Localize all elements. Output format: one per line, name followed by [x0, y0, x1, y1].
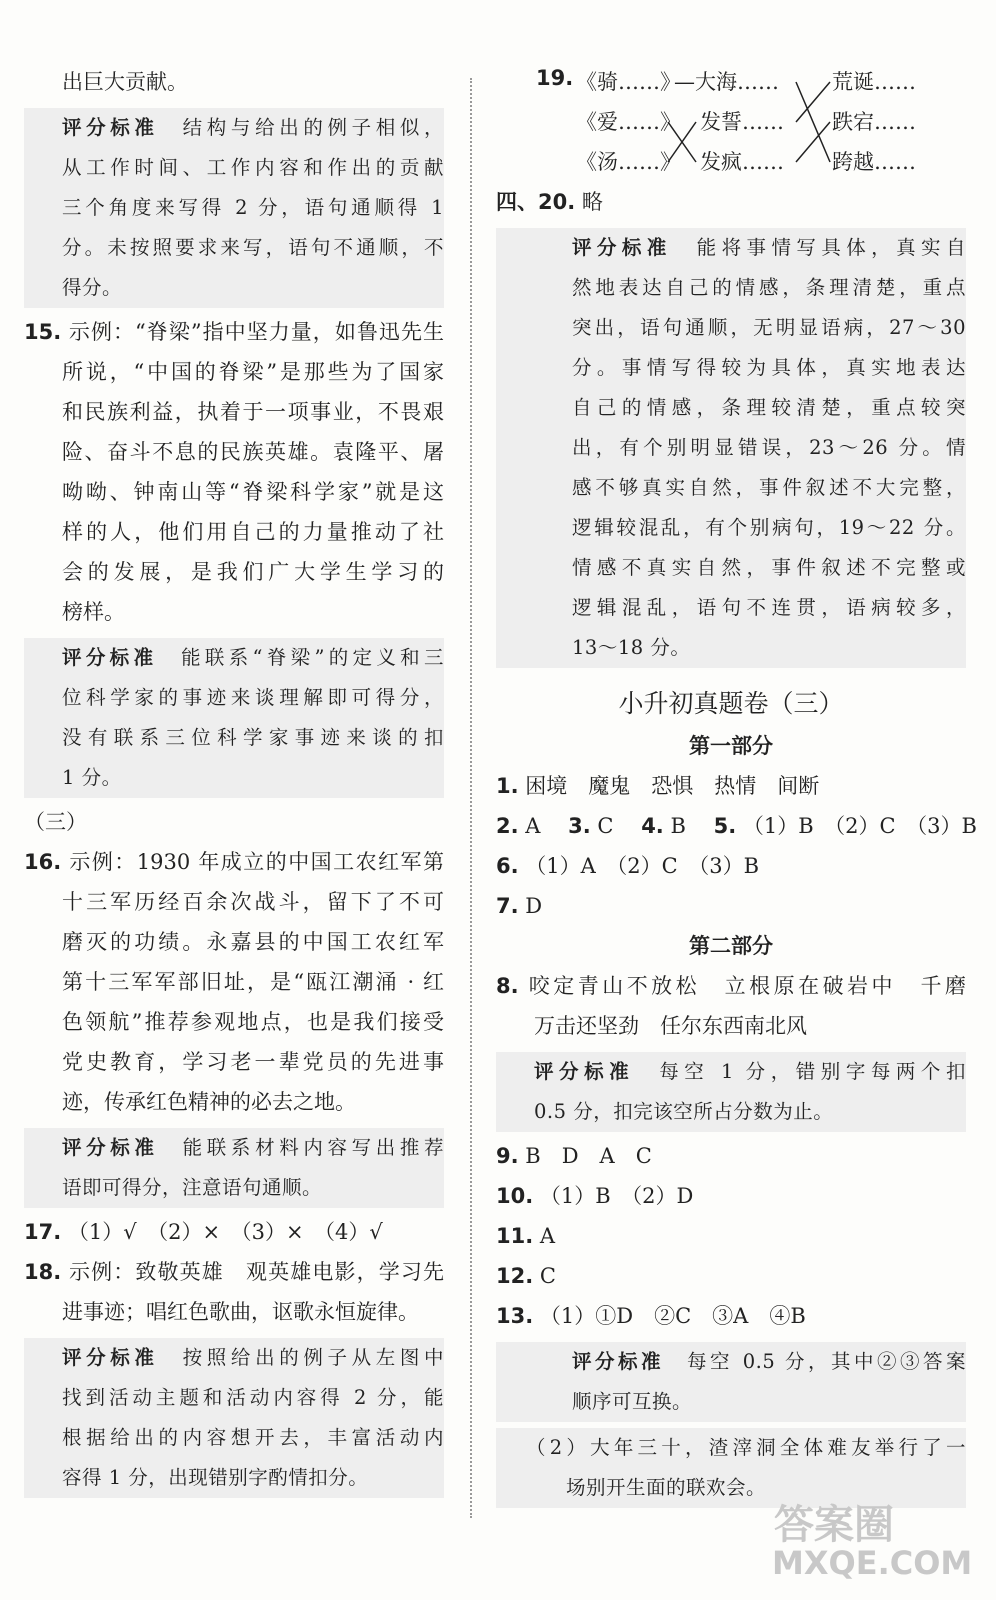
scoring-label: 评分标准 — [62, 116, 159, 139]
match-right-3: 跨越…… — [832, 150, 916, 174]
text-line: 榜样。 — [62, 600, 125, 624]
answer-1 — [496, 766, 966, 806]
scoring-box — [24, 108, 444, 308]
match-left-3: 《汤……》 — [576, 150, 681, 174]
text-line: 自己的情感，条理较清楚，重点较突 — [572, 396, 966, 419]
match-right-1: 荒诞…… — [832, 70, 916, 94]
answer-text: A — [539, 1224, 556, 1248]
scoring-box — [496, 1342, 966, 1422]
scoring-box — [24, 638, 444, 798]
match-mid-2: 发誓…… — [700, 110, 784, 134]
question-number: 四、20. — [496, 190, 576, 214]
watermark-logo — [764, 1490, 974, 1580]
text-line: 会的发展，是我们广大学生学习的 — [62, 560, 444, 584]
scoring-label: 评分标准 — [534, 1060, 635, 1083]
text-line: 逻辑混乱，语句不连贯，语病较多， — [572, 596, 966, 619]
answer-text: D — [525, 894, 543, 918]
match-mid-1: —大海…… — [674, 70, 779, 94]
column-divider — [470, 78, 472, 1518]
question-number: 12. — [496, 1264, 534, 1288]
text-line: 逻辑较混乱，有个别病句，19～22 分。 — [572, 516, 966, 539]
text-line: 找到活动主题和活动内容得 2 分，能 — [62, 1386, 444, 1409]
text-line: 按照给出的例子从左图中 — [182, 1346, 444, 1369]
scoring-box — [24, 1128, 444, 1208]
answer-11 — [496, 1216, 966, 1256]
text-line: 得分。 — [62, 276, 123, 299]
text-line: 位科学家的事迹来谈理解即可得分， — [62, 686, 444, 709]
question-20 — [496, 182, 966, 222]
text-line: 呦呦、钟南山等“脊梁科学家”就是这 — [62, 480, 444, 504]
match-right-2: 跌宕…… — [832, 110, 916, 134]
text-line: 根据给出的内容想开去，丰富活动内 — [62, 1426, 444, 1449]
question-number: 19. — [536, 66, 574, 90]
text-line: 语即可得分，注意语句通顺。 — [62, 1176, 323, 1199]
scoring-label: 评分标准 — [572, 1350, 665, 1373]
text-line: 情感不真实自然，事件叙述不完整或 — [572, 556, 966, 579]
question-number: 7. — [496, 894, 519, 918]
text-line: 每空 0.5 分，其中②③答案 — [687, 1350, 966, 1373]
question-number: 9. — [496, 1144, 519, 1168]
question-number: 10. — [496, 1184, 534, 1208]
watermark-brand: 答案圈 — [774, 1502, 894, 1548]
text-line: 进事迹；唱红色歌曲，讴歌永恒旋律。 — [62, 1300, 419, 1324]
question-number: 1. — [496, 774, 519, 798]
answer-text: （1）A （2）C （3）B — [525, 854, 760, 878]
question-17 — [24, 1212, 444, 1252]
text-line: 所说，“中国的脊梁”是那些为了国家 — [62, 360, 444, 384]
question-number: 15. — [24, 320, 62, 344]
text-line: 结构与给出的例子相似， — [182, 116, 444, 139]
text-line: 咬定青山不放松 立根原在破岩中 千磨 — [528, 974, 966, 998]
question-number: 6. — [496, 854, 519, 878]
answer-text: A — [525, 814, 541, 838]
answer-13 — [496, 1296, 966, 1336]
question-number: 17. — [24, 1220, 62, 1244]
answer-text: B D A C — [525, 1144, 652, 1168]
part-heading: （三） — [24, 810, 87, 834]
text-line: 出，有个别明显错误，23～26 分。情 — [572, 436, 966, 459]
text-line: 容得 1 分，出现错别字酌情扣分。 — [62, 1466, 369, 1489]
text-line: 13～18 分。 — [572, 636, 691, 659]
scoring-label: 评分标准 — [572, 236, 672, 259]
answer-10 — [496, 1176, 966, 1216]
text-line: 场别开生面的联欢会。 — [566, 1476, 767, 1499]
question-18 — [24, 1252, 444, 1332]
match-left-1: 《骑……》 — [576, 70, 681, 94]
scoring-box — [24, 1338, 444, 1498]
match-mid-3: 发疯…… — [700, 150, 784, 174]
answer-text: （1）B （2）D — [539, 1184, 694, 1208]
text-line: 示例：致敬英雄 观英雄电影，学习先 — [69, 1260, 444, 1284]
text-line: 能联系材料内容写出推荐 — [182, 1136, 444, 1159]
text-line: 分。事情写得较为具体，真实地表达 — [572, 356, 966, 379]
text-line: 出巨大贡献。 — [62, 70, 188, 94]
text-line: 从工作时间、工作内容和作出的贡献 — [62, 156, 444, 179]
text-line: 磨灭的功绩。永嘉县的中国工农红军 — [62, 930, 444, 954]
question-number: 11. — [496, 1224, 534, 1248]
right-column — [496, 62, 977, 1512]
text-line: 能将事情写具体，真实自 — [696, 236, 966, 259]
answer-7 — [496, 886, 966, 926]
text-line: 感不够真实自然，事件叙述不大完整， — [572, 476, 966, 499]
answer-9 — [496, 1136, 966, 1176]
question-number: 18. — [24, 1260, 62, 1284]
section-title: 小升初真题卷（三） — [618, 689, 844, 718]
answer-text: 困境 魔鬼 恐惧 热情 间断 — [525, 774, 820, 798]
scoring-label: 评分标准 — [62, 1136, 159, 1159]
question-19-matching — [496, 62, 966, 182]
answer-12 — [496, 1256, 966, 1296]
left-column — [24, 62, 444, 1502]
question-number: 5. — [713, 814, 737, 838]
text-line: 十三军历经百余次战斗，留下了不可 — [62, 890, 444, 914]
text-line: 和民族利益，执着于一项事业，不畏艰 — [62, 400, 444, 424]
question-15 — [24, 312, 444, 632]
text-line: 险、奋斗不息的民族英雄。袁隆平、屠 — [62, 440, 444, 464]
question-number: 8. — [496, 974, 519, 998]
text-line: 顺序可互换。 — [572, 1390, 693, 1413]
question-number: 13. — [496, 1304, 534, 1328]
scoring-box — [496, 1052, 966, 1132]
text-line: 示例：1930 年成立的中国工农红军第 — [69, 850, 444, 874]
part-title-2: 第二部分 — [689, 934, 773, 958]
part-title-1: 第一部分 — [689, 734, 773, 758]
text-line: 每空 1 分，错别字每两个扣 — [659, 1060, 966, 1083]
answer-8 — [496, 966, 966, 1046]
watermark-text: MXQE.COM — [772, 1544, 973, 1580]
answer-text: （1）B （2）C （3）B — [742, 814, 977, 838]
text-line: 党史教育，学习老一辈党员的先进事 — [62, 1050, 444, 1074]
answer-text: （1）√ （2）× （3）× （4）√ — [67, 1220, 383, 1244]
question-number: 3. — [568, 814, 591, 838]
scoring-label: 评分标准 — [62, 1346, 159, 1369]
answer-text: （1）①D ②C ③A ④B — [539, 1304, 806, 1328]
text-line: （2）大年三十，渣滓洞全体难友举行了一 — [526, 1436, 966, 1459]
text-line: 分。未按照要求来写，语句不通顺，不 — [62, 236, 444, 259]
answer-text: B — [670, 814, 686, 838]
text-line: 迹，传承红色精神的必去之地。 — [62, 1090, 356, 1114]
text-line: 第十三军军部旧址，是“瓯江潮涌 · 红 — [62, 970, 444, 994]
answer-6 — [496, 846, 966, 886]
question-16 — [24, 842, 444, 1122]
match-left-2: 《爱……》 — [576, 110, 681, 134]
scoring-label: 评分标准 — [62, 646, 158, 669]
text-line: 能联系“脊梁”的定义和三 — [181, 646, 444, 669]
match-line — [796, 82, 830, 122]
match-line — [796, 82, 830, 162]
matching-lines — [496, 62, 966, 182]
answer-2-5 — [496, 806, 977, 846]
text-line: 然地表达自己的情感，条理清楚，重点 — [572, 276, 966, 299]
answer-text: C — [597, 814, 614, 838]
question-number: 2. — [496, 814, 519, 838]
match-line — [796, 122, 830, 162]
text-line: 色领航”推荐参观地点，也是我们接受 — [62, 1010, 444, 1034]
question-number: 16. — [24, 850, 62, 874]
text-line: 1 分。 — [62, 766, 122, 789]
watermark-icon — [764, 1490, 974, 1580]
text-line: 三个角度来写得 2 分，语句通顺得 1 — [62, 196, 444, 219]
text-line: 样的人，他们用自己的力量推动了社 — [62, 520, 444, 544]
text-line: 万击还坚劲 任尔东西南北风 — [534, 1014, 807, 1038]
scoring-box — [496, 228, 966, 668]
text-line: 0.5 分，扣完该空所占分数为止。 — [534, 1100, 834, 1123]
answer-text: 略 — [581, 190, 603, 214]
text-line: 突出，语句通顺，无明显语病，27～30 — [572, 316, 966, 339]
question-number: 4. — [641, 814, 664, 838]
text-line: 示例：“脊梁”指中坚力量，如鲁迅先生 — [68, 320, 444, 344]
text-line: 没有联系三位科学家事迹来谈的扣 — [62, 726, 444, 749]
answer-text: C — [539, 1264, 556, 1288]
